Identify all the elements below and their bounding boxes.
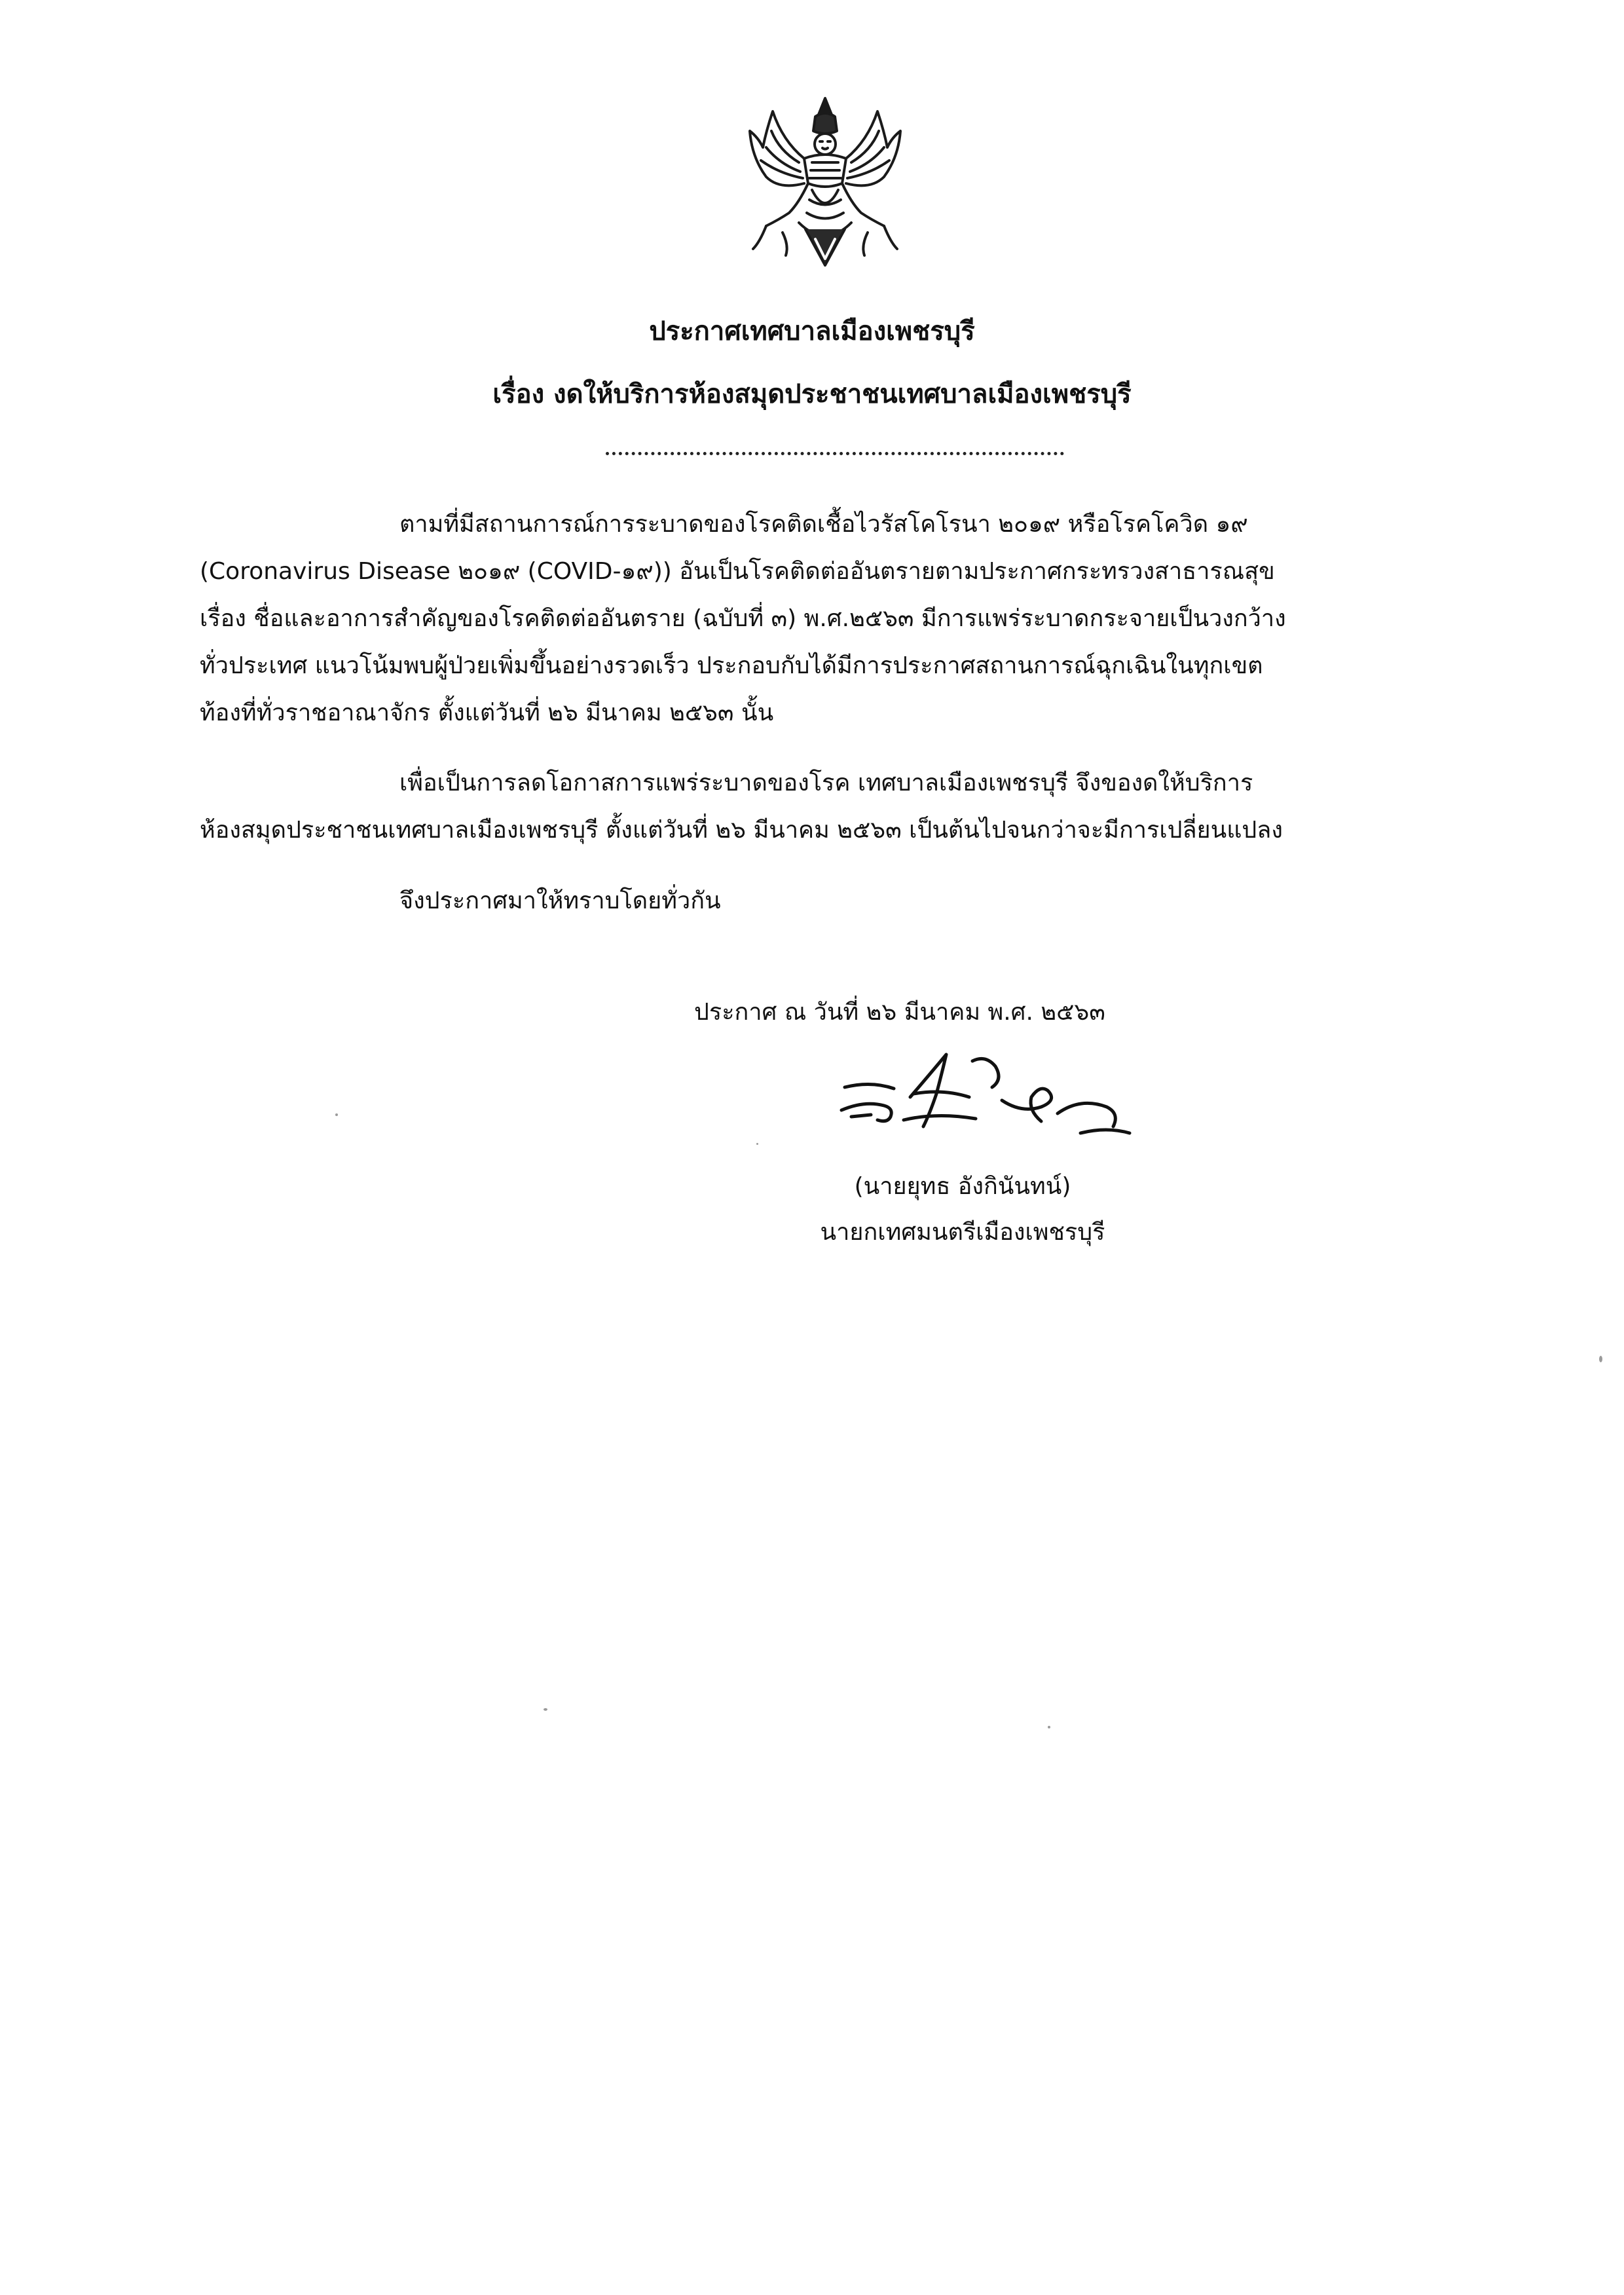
announcement-title: ประกาศเทศบาลเมืองเพชรบุรี: [649, 316, 975, 346]
paragraph-1-line-5: ท้องที่ทั่วราชอาณาจักร ตั้งแต่วันที่ ๒๖ มีนาคม ๒๕๖๓ นั้น: [200, 700, 774, 726]
announcement-date: ประกาศ ณ วันที่ ๒๖ มีนาคม พ.ศ. ๒๕๖๓: [694, 999, 1105, 1026]
signer-position: นายกเทศมนตรีเมืองเพชรบุรี: [820, 1219, 1105, 1246]
body-paragraph-2: [200, 760, 1460, 854]
paragraph-1-line-1: ตามที่มีสถานการณ์การระบาดของโรคติดเชื้อไวรัสโคโรนา ๒๐๑๙ หรือโรคโควิด ๑๙: [399, 511, 1248, 538]
paragraph-1-line-4: ทั่วประเทศ แนวโน้มพบผู้ป่วยเพิ่มขึ้นอย่างรวดเร็ว ประกอบกับได้มีการประกาศสถานการณ์ฉุกเฉินในทุกเขต: [200, 652, 1263, 679]
scan-speck: [1599, 1356, 1602, 1362]
paragraph-1-line-3: เรื่อง ชื่อและอาการสำคัญของโรคติดต่ออันตราย (ฉบับที่ ๓) พ.ศ.๒๕๖๓ มีการแพร่ระบาดกระจายเป็นวงกว้าง: [200, 605, 1286, 632]
paragraph-2-line-1: เพื่อเป็นการลดโอกาสการแพร่ระบาดของโรค เทศบาลเมืองเพชรบุรี จึงของดให้บริการ: [399, 770, 1253, 796]
signer-name: (นายยุทธ อังกินันทน์): [854, 1173, 1071, 1200]
paragraph-2-line-2: ห้องสมุดประชาชนเทศบาลเมืองเพชรบุรี ตั้งแต่วันที่ ๒๖ มีนาคม ๒๕๖๓ เป็นต้นไปจนกว่าจะมีการเปลี่ยนแปลง: [200, 817, 1283, 844]
handwritten-signature: [832, 1035, 1172, 1166]
announcement-subject: เรื่อง งดให้บริการห้องสมุดประชาชนเทศบาลเมืองเพชรบุรี: [492, 379, 1132, 409]
scan-speck: [335, 1113, 338, 1116]
body-paragraph-1: [200, 501, 1460, 737]
scan-speck: [1048, 1726, 1050, 1728]
garuda-emblem-icon: [727, 85, 923, 282]
scan-speck: [756, 1143, 758, 1145]
closing-statement: จึงประกาศมาให้ทราบโดยทั่วกัน: [399, 887, 721, 914]
title-divider: [606, 452, 1064, 455]
paragraph-1-line-2: (Coronavirus Disease ๒๐๑๙ (COVID-๑๙)) อันเป็นโรคติดต่ออันตรายตามประกาศกระทรวงสาธารณสุข: [200, 558, 1275, 585]
scan-speck: [544, 1708, 547, 1711]
